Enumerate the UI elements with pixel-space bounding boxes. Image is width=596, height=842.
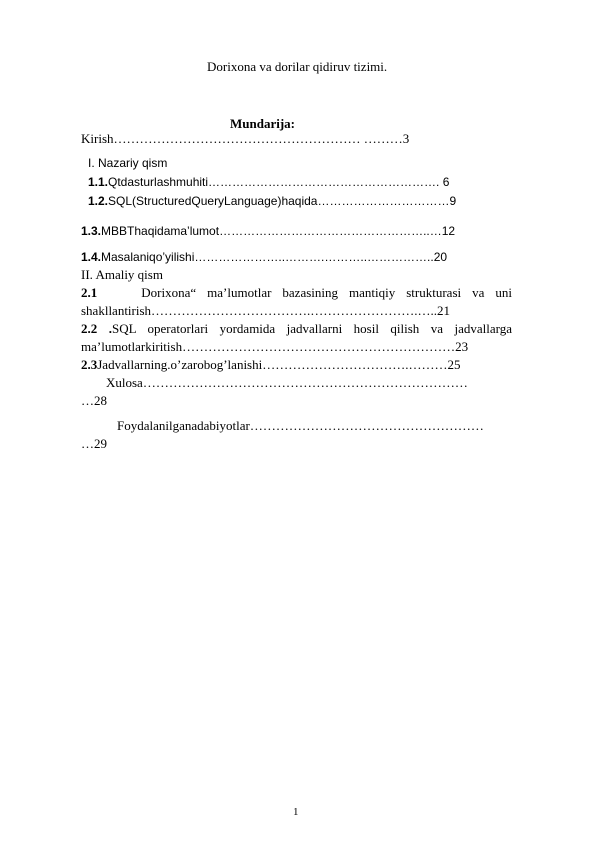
- toc-entry-2-1-number: 2.1: [81, 285, 98, 300]
- contents-heading: Mundarija:: [230, 116, 295, 131]
- toc-entry-1-1: [88, 174, 449, 190]
- toc-entry-1-3-number: 1.3.: [81, 224, 102, 238]
- toc-entry-1-2-text: SQL(StructuredQueryLanguage)haqida……………………………9: [108, 194, 457, 208]
- toc-entry-2-3: [81, 357, 460, 373]
- toc-entry-1-3: [81, 223, 455, 239]
- toc-entry-foydalanilgan: Foydalanilganadabiyotlar………………………………………………: [117, 418, 484, 433]
- document-title: Dorixona va dorilar qidiruv tizimi.: [207, 59, 388, 74]
- toc-entry-xulosa-page: …28: [81, 393, 107, 408]
- toc-entry-1-3-text: MBBThaqidama’lumot……………………………………………..…12: [101, 224, 456, 238]
- toc-part-2-heading: II. Amaliy qism: [81, 267, 163, 282]
- toc-entry-1-4-number: 1.4.: [81, 250, 102, 264]
- toc-entry-1-4-text: Masalaniqo’yilishi…………………..……….………..……………..20: [101, 250, 448, 264]
- toc-entry-2-2-number: 2.2 .: [81, 321, 112, 336]
- page-number: 1: [293, 806, 299, 818]
- toc-entry-xulosa: Xulosa…………………………………………………………………: [106, 375, 468, 390]
- toc-entry-2-3-number: 2.3: [81, 357, 98, 372]
- toc-entry-1-2: [88, 193, 456, 209]
- toc-entry-2-2-text: SQL operatorlari yordamida jadvallarni hosil qilish va jadvallarga: [111, 321, 512, 336]
- toc-entry-1-1-number: 1.1.: [88, 175, 109, 189]
- toc-entry-kirish: Kirish………………………………………………… ………3: [81, 131, 410, 146]
- toc-entry-1-1-text: Qtdasturlashmuhiti…………………………………………………. 6: [108, 175, 450, 189]
- toc-entry-foydalanilgan-page: …29: [81, 436, 107, 451]
- toc-entry-1-2-number: 1.2.: [88, 194, 109, 208]
- toc-part-1-heading: I. Nazariy qism: [88, 156, 168, 170]
- toc-entry-2-2-line-1: [81, 321, 512, 337]
- toc-entry-2-2-line-2: ma’lumotlarkiritish………………………………………………………23: [81, 339, 469, 354]
- toc-entry-2-1-line-1: [81, 285, 512, 301]
- toc-entry-1-4: [81, 249, 447, 265]
- toc-entry-2-1-line-2: shakllantirish……………………………….…………………….…..21: [81, 303, 451, 318]
- toc-entry-2-3-text: Jadvallarning.o’zarobog’lanishi…………………………….………25: [97, 357, 461, 372]
- toc-entry-2-1-text: Dorixona“ ma’lumotlar bazasining mantiqiy strukturasi va uni: [141, 285, 513, 300]
